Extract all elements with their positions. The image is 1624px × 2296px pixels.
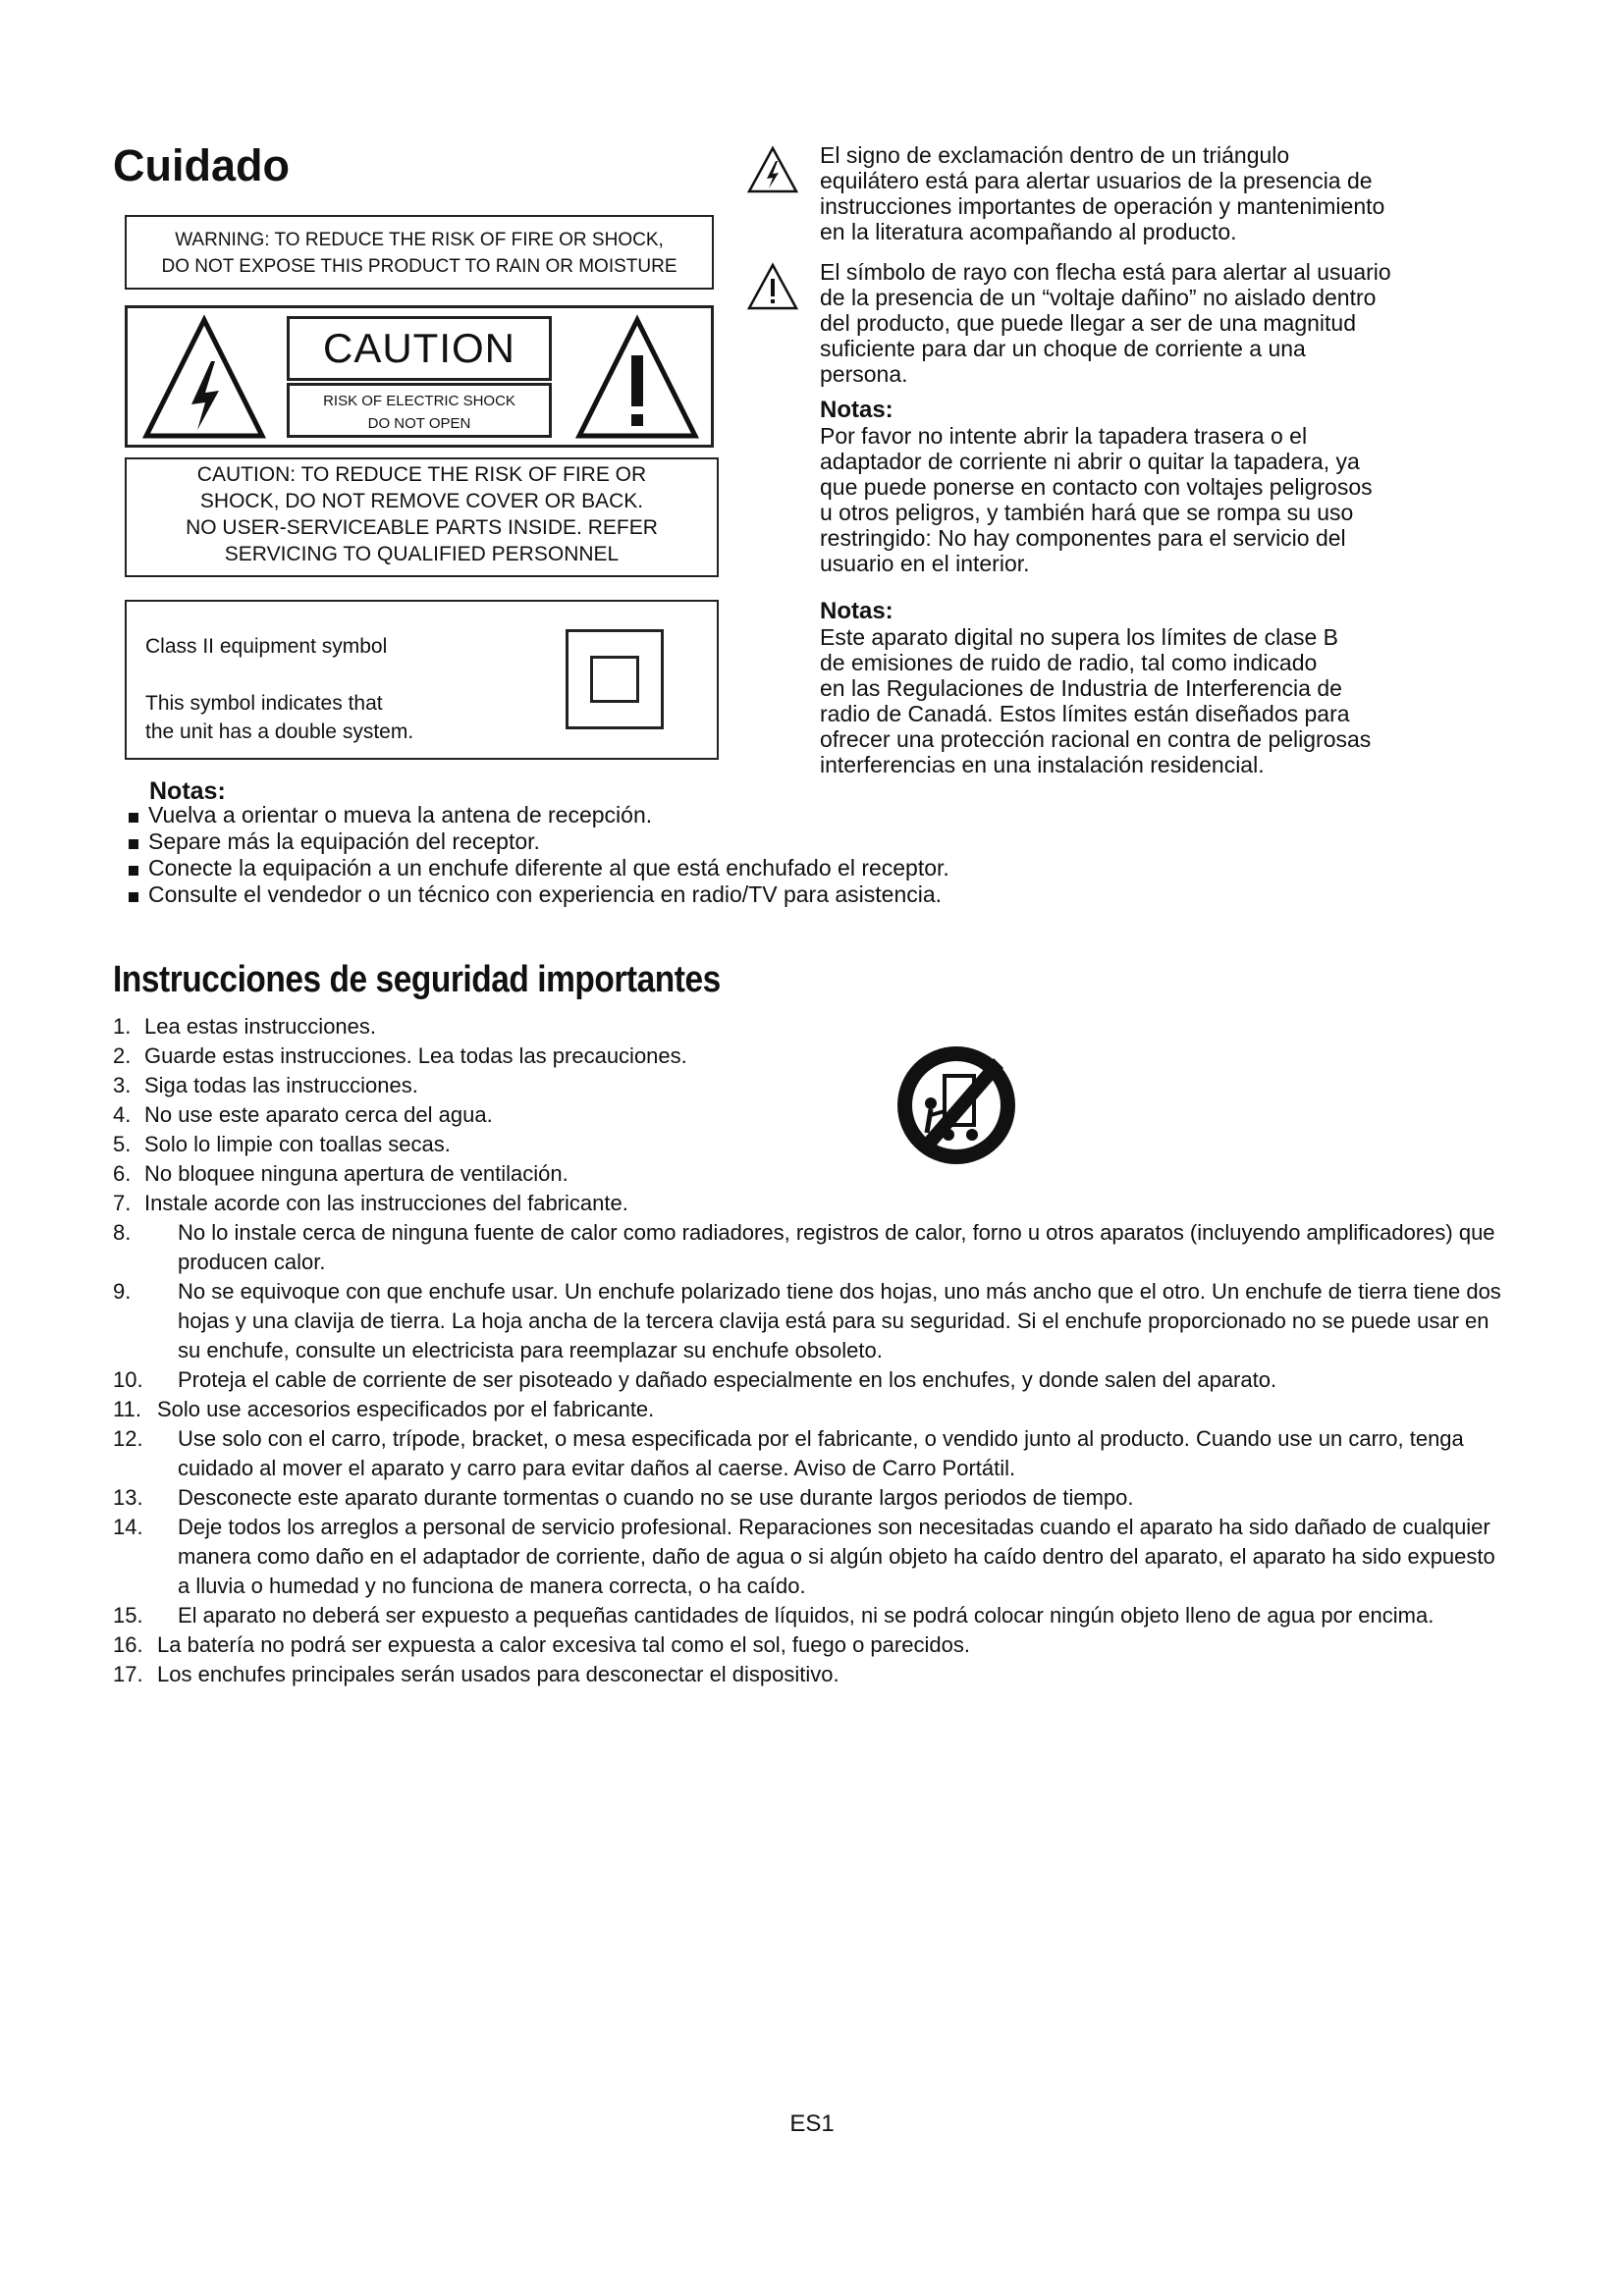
caution-big-label: CAUTION (287, 316, 552, 381)
bullet-item: Conecte la equipación a un enchufe diferente al que está enchufado el receptor. (126, 855, 949, 881)
instruction-text: La batería no podrá ser expuesta a calor excesiva tal como el sol, fuego o parecidos. (157, 1632, 970, 1657)
instruction-text: No lo instale cerca de ninguna fuente de calor como radiadores, registros de calor, forno u otros aparatos (incluyendo amplificadores) que producen calor. (178, 1220, 1495, 1274)
text-line: adaptador de corriente ni abrir o quitar la tapadera, ya (820, 449, 1360, 474)
text-line: del producto, que puede llegar a ser de una magnitud (820, 310, 1357, 336)
exclamation-explanation (820, 142, 1586, 244)
warning-line: WARNING: TO REDUCE THE RISK OF FIRE OR SHOCK, (175, 230, 664, 250)
instructions-list (113, 1012, 1507, 1689)
instruction-item (113, 1483, 1507, 1513)
class2-title: Class II equipment symbol (145, 635, 388, 658)
text-line: persona. (820, 361, 908, 387)
instruction-number: 8. (113, 1220, 132, 1245)
instruction-text: Guarde estas instrucciones. Lea todas las precauciones. (144, 1043, 687, 1068)
instruction-number: 3. (113, 1073, 132, 1097)
text-line: de la presencia de un “voltaje dañino” no aislado dentro (820, 285, 1377, 310)
caution-label (287, 316, 552, 438)
instruction-text: Use solo con el carro, trípode, bracket, o mesa especificada por el fabricante, o vendido junto al producto. Cuando use un carro, tenga cuidado al mover el aparato y carro para evitar daños al caerse. Aviso de Carro Portátil. (178, 1426, 1464, 1480)
notas-class-b (820, 599, 1586, 777)
instruction-item (113, 1395, 1507, 1424)
instruction-text: Siga todas las instrucciones. (144, 1073, 418, 1097)
instruction-number: 16. (113, 1632, 143, 1657)
caution-text-line: SHOCK, DO NOT REMOVE COVER OR BACK. (199, 490, 644, 512)
instruction-number: 9. (113, 1279, 132, 1304)
text-line: usuario en el interior. (820, 551, 1030, 576)
class2-box (125, 600, 719, 760)
notas-heading: Notas: (149, 777, 226, 805)
instruction-item (113, 1071, 1507, 1100)
notas-heading: Notas: (820, 598, 893, 624)
caution-text-line: NO USER-SERVICEABLE PARTS INSIDE. REFER (186, 516, 658, 539)
instruction-text: No use este aparato cerca del agua. (144, 1102, 493, 1127)
notas-bullet-list (126, 802, 949, 908)
instruction-text: El aparato no deberá ser expuesto a pequeñas cantidades de líquidos, ni se podrá colocar ningún objeto lleno de agua por encima. (178, 1603, 1435, 1628)
caution-small-line: RISK OF ELECTRIC SHOCK (323, 393, 515, 409)
text-line: de emisiones de ruido de radio, tal como indicado (820, 650, 1318, 675)
instruction-number: 5. (113, 1132, 132, 1156)
notas-cover (820, 398, 1586, 576)
instruction-text: Instale acorde con las instrucciones del fabricante. (144, 1191, 628, 1215)
instruction-text: Solo lo limpie con toallas secas. (144, 1132, 451, 1156)
instruction-number: 15. (113, 1603, 143, 1628)
lightning-explanation (820, 259, 1586, 387)
instruction-number: 1. (113, 1014, 132, 1039)
instruction-number: 2. (113, 1043, 132, 1068)
text-line: instrucciones importantes de operación y mantenimiento (820, 193, 1385, 219)
text-line: Este aparato digital no supera los límites de clase B (820, 624, 1339, 650)
instruction-item (113, 1100, 1507, 1130)
instruction-number: 4. (113, 1102, 132, 1127)
instruction-item (113, 1012, 1507, 1041)
instruction-text: Los enchufes principales serán usados para desconectar el dispositivo. (157, 1662, 839, 1686)
class2-description (145, 689, 413, 746)
bullet-item: Vuelva a orientar o mueva la antena de recepción. (126, 802, 949, 828)
text-line: suficiente para dar un choque de corriente a una (820, 336, 1306, 361)
instruction-text: Proteja el cable de corriente de ser pisoteado y dañado especialmente en los enchufes, y donde salen del aparato. (178, 1367, 1277, 1392)
instruction-item (113, 1218, 1507, 1277)
instruction-text: Solo use accesorios especificados por el fabricante. (157, 1397, 655, 1421)
caution-text-box (125, 457, 719, 577)
instruction-item (113, 1424, 1507, 1483)
text-line: en la literatura acompañando al producto. (820, 219, 1237, 244)
instruction-text: Deje todos los arreglos a personal de servicio profesional. Reparaciones son necesitadas cuando el aparato ha sido dañado de cualquier manera como daño en el adaptador de corriente, daño de agua o si algún objeto ha caído dentro del aparato, el aparato ha sido expuesto a lluvia o humedad y no funciona de manera correcta, o ha caído. (178, 1515, 1495, 1598)
instruction-item (113, 1130, 1507, 1159)
warning-line: DO NOT EXPOSE THIS PRODUCT TO RAIN OR MOISTURE (161, 256, 677, 277)
text-line: u otros peligros, y también hará que se rompa su uso (820, 500, 1354, 525)
caution-panel (125, 305, 714, 448)
exclamation-triangle-icon (573, 314, 701, 442)
text-line: El símbolo de rayo con flecha está para alertar al usuario (820, 259, 1391, 285)
warning-box (125, 215, 714, 290)
instruction-item (113, 1513, 1507, 1601)
instruction-number: 7. (113, 1191, 132, 1215)
instruction-item (113, 1189, 1507, 1218)
double-square-inner (590, 656, 639, 703)
text-line: ofrecer una protección racional en contra de peligrosas (820, 726, 1372, 752)
text-line: radio de Canadá. Estos límites están diseñados para (820, 701, 1350, 726)
instruction-number: 13. (113, 1485, 143, 1510)
instruction-number: 11. (113, 1397, 141, 1421)
lightning-triangle-icon (140, 314, 268, 442)
instruction-item (113, 1041, 1507, 1071)
exclamation-triangle-small-icon (746, 262, 799, 311)
text-line: El signo de exclamación dentro de un triángulo (820, 142, 1290, 168)
instruction-item (113, 1365, 1507, 1395)
instruction-item (113, 1601, 1507, 1630)
double-square-icon (566, 629, 664, 729)
text-line: equilátero está para alertar usuarios de la presencia de (820, 168, 1373, 193)
class2-desc-line: This symbol indicates that (145, 692, 383, 715)
bullet-item: Separe más la equipación del receptor. (126, 828, 949, 855)
instruction-number: 6. (113, 1161, 132, 1186)
text-line: Por favor no intente abrir la tapadera trasera o el (820, 423, 1308, 449)
instruction-item (113, 1660, 1507, 1689)
text-line: en las Regulaciones de Industria de Interferencia de (820, 675, 1342, 701)
instruction-number: 12. (113, 1426, 143, 1451)
caution-small-line: DO NOT OPEN (367, 415, 471, 432)
caution-text-line: CAUTION: TO REDUCE THE RISK OF FIRE OR (196, 463, 647, 486)
text-line: que puede ponerse en contacto con voltajes peligrosos (820, 474, 1373, 500)
instruction-text: No se equivoque con que enchufe usar. Un enchufe polarizado tiene dos hojas, uno más ancho que el otro. Un enchufe de tierra tiene dos hojas y una clavija de tierra. La hoja ancha de la tercera clavija está para su seguridad. Si el enchufe proporcionado no se puede usar en su enchufe, consulte un electricista para reemplazar su enchufe obsoleto. (178, 1279, 1501, 1362)
page-number: ES1 (789, 2110, 835, 2137)
instruction-item (113, 1159, 1507, 1189)
instruction-text: Desconecte este aparato durante tormentas o cuando no se use durante largos periodos de tiempo. (178, 1485, 1134, 1510)
cuidado-title: Cuidado (113, 140, 290, 190)
bullet-item: Consulte el vendedor o un técnico con experiencia en radio/TV para asistencia. (126, 881, 949, 908)
lightning-triangle-small-icon (746, 145, 799, 194)
caution-small-label (287, 383, 552, 438)
instruction-text: No bloquee ninguna apertura de ventilación. (144, 1161, 568, 1186)
text-line: interferencias en una instalación residencial. (820, 752, 1265, 777)
instruction-text: Lea estas instrucciones. (144, 1014, 377, 1039)
instructions-title: Instrucciones de seguridad importantes (113, 959, 721, 1000)
notas-heading: Notas: (820, 397, 893, 423)
text-line: restringido: No hay componentes para el servicio del (820, 525, 1346, 551)
instruction-number: 14. (113, 1515, 143, 1539)
caution-text-line: SERVICING TO QUALIFIED PERSONNEL (224, 543, 620, 565)
instruction-number: 17. (113, 1662, 143, 1686)
class2-desc-line: the unit has a double system. (145, 721, 414, 743)
instruction-number: 10. (113, 1367, 143, 1392)
instruction-item (113, 1277, 1507, 1365)
instruction-item (113, 1630, 1507, 1660)
